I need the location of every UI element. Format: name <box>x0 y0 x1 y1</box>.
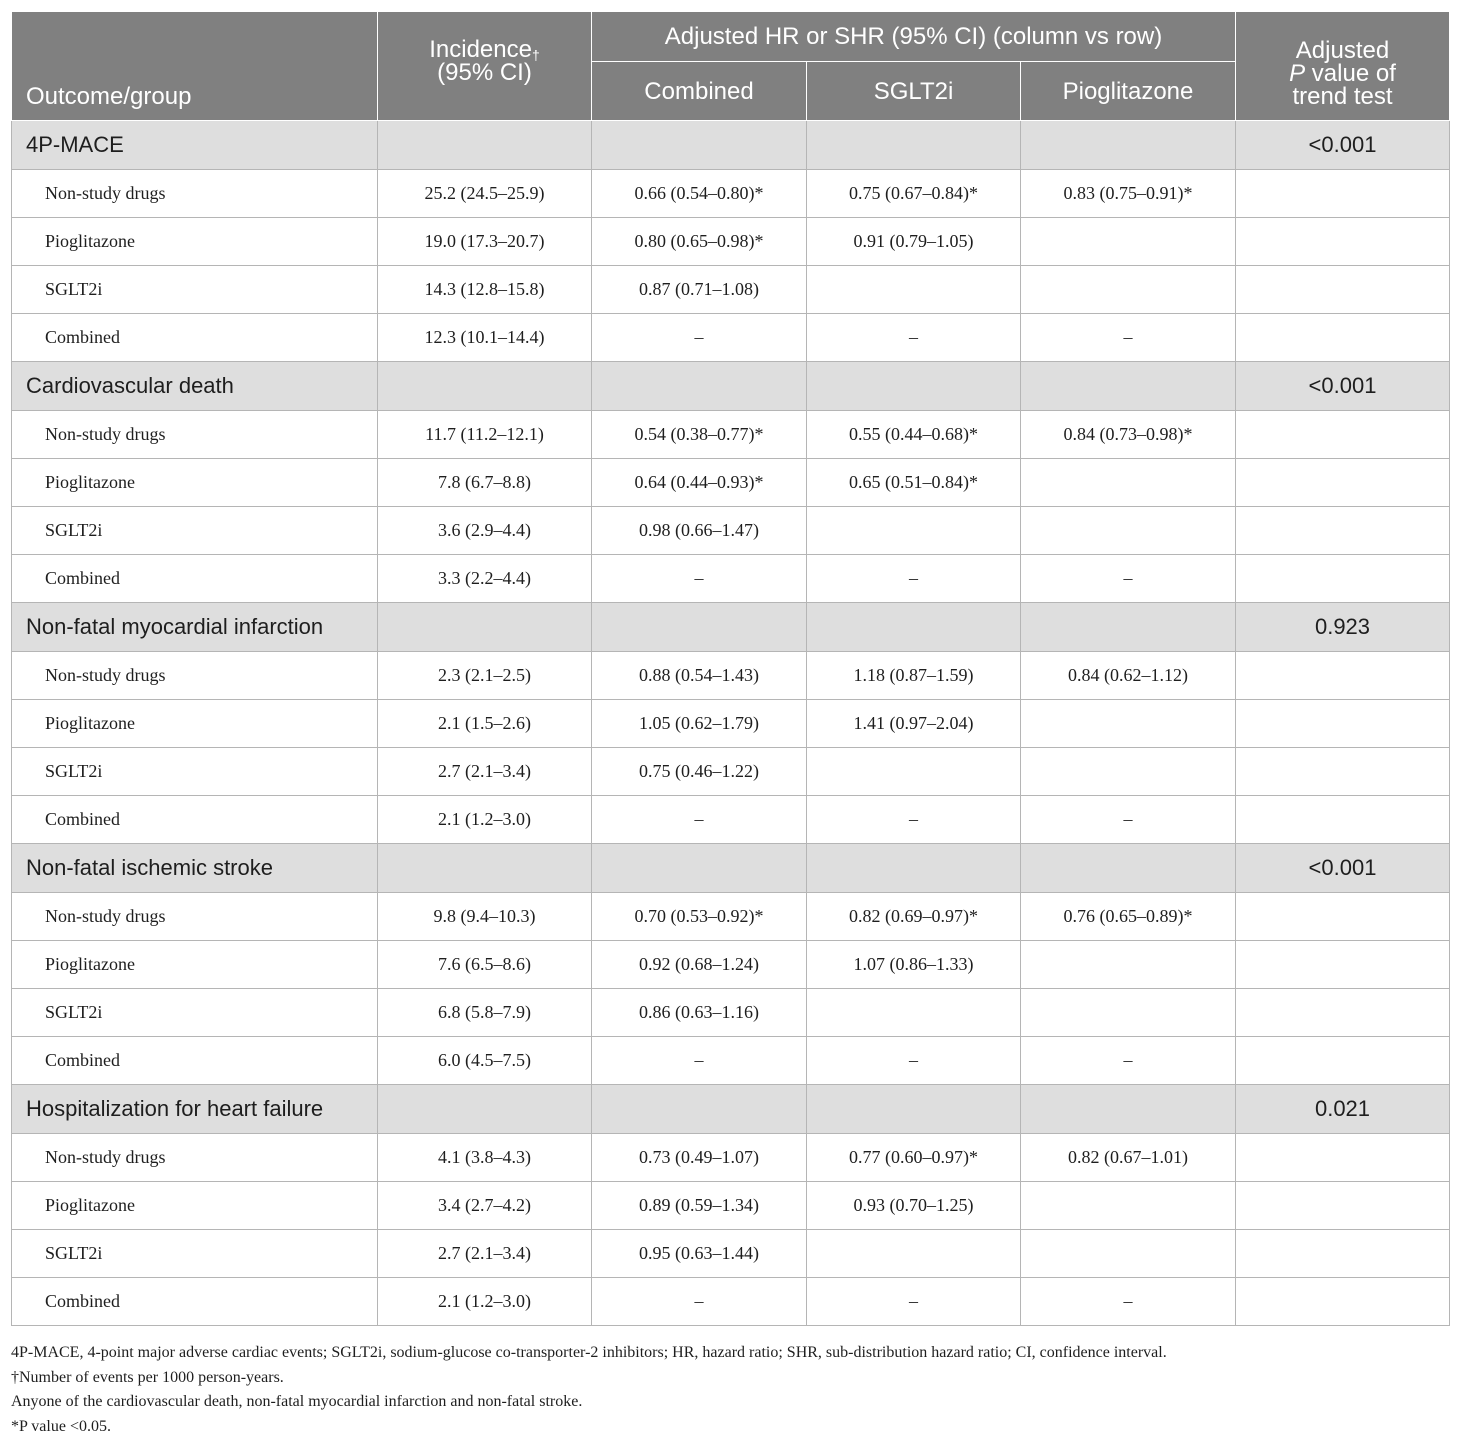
outcome-name: 4P-MACE <box>12 121 378 170</box>
hr-combined-cell: 0.66 (0.54–0.80)* <box>592 170 807 218</box>
outcome-group-row <box>12 603 1450 652</box>
table-row <box>12 652 1450 700</box>
hr-pioglitazone-cell: – <box>1021 1278 1236 1326</box>
hr-combined-cell: 0.80 (0.65–0.98)* <box>592 218 807 266</box>
hr-combined-cell: 0.70 (0.53–0.92)* <box>592 893 807 941</box>
hr-pioglitazone-cell: – <box>1021 555 1236 603</box>
row-group-label: Non-study drugs <box>12 411 378 459</box>
empty-cell <box>1236 893 1450 941</box>
empty-cell <box>1236 1182 1450 1230</box>
empty-cell <box>592 1085 807 1134</box>
hr-sglt2i-cell: 1.18 (0.87–1.59) <box>807 652 1021 700</box>
hr-pioglitazone-cell <box>1021 989 1236 1037</box>
empty-cell <box>1021 1085 1236 1134</box>
incidence-cell: 4.1 (3.8–4.3) <box>378 1134 592 1182</box>
empty-cell <box>807 362 1021 411</box>
hr-pioglitazone-cell <box>1021 459 1236 507</box>
table-row <box>12 1230 1450 1278</box>
incidence-cell: 3.4 (2.7–4.2) <box>378 1182 592 1230</box>
p-trend-value: 0.021 <box>1236 1085 1450 1134</box>
row-group-label: Combined <box>12 314 378 362</box>
hr-sglt2i-cell <box>807 266 1021 314</box>
empty-cell <box>1021 362 1236 411</box>
row-group-label: Non-study drugs <box>12 1134 378 1182</box>
hr-pioglitazone-cell <box>1021 1182 1236 1230</box>
header-p-trend-p: P <box>1289 60 1306 87</box>
row-group-label: Pioglitazone <box>12 218 378 266</box>
table-row <box>12 893 1450 941</box>
table-row <box>12 796 1450 844</box>
hr-sglt2i-cell <box>807 507 1021 555</box>
row-group-label: Combined <box>12 796 378 844</box>
p-trend-value: 0.923 <box>1236 603 1450 652</box>
hr-pioglitazone-cell <box>1021 700 1236 748</box>
hr-pioglitazone-cell <box>1021 1230 1236 1278</box>
outcome-group-row <box>12 362 1450 411</box>
row-group-label: SGLT2i <box>12 748 378 796</box>
hr-pioglitazone-cell: – <box>1021 1037 1236 1085</box>
table-row <box>12 266 1450 314</box>
row-group-label: Pioglitazone <box>12 1182 378 1230</box>
table-row <box>12 1134 1450 1182</box>
table-row <box>12 314 1450 362</box>
hr-pioglitazone-cell: – <box>1021 796 1236 844</box>
footnote-abbreviations: 4P-MACE, 4-point major adverse cardiac events; SGLT2i, sodium-glucose co-transporter-2 inhibitors; HR, hazard ratio; SHR, sub-distribution hazard ratio; CI, confidence interval. <box>11 1344 1167 1361</box>
outcome-name: Cardiovascular death <box>12 362 378 411</box>
table-row <box>12 218 1450 266</box>
hr-sglt2i-cell <box>807 989 1021 1037</box>
incidence-cell: 2.1 (1.2–3.0) <box>378 1278 592 1326</box>
footnote-dagger: †Number of events per 1000 person-years. <box>11 1368 284 1386</box>
outcome-name: Non-fatal myocardial infarction <box>12 603 378 652</box>
row-group-label: Pioglitazone <box>12 459 378 507</box>
table-row <box>12 507 1450 555</box>
hr-sglt2i-cell: 1.07 (0.86–1.33) <box>807 941 1021 989</box>
outcome-name: Hospitalization for heart failure <box>12 1085 378 1134</box>
incidence-cell: 19.0 (17.3–20.7) <box>378 218 592 266</box>
empty-cell <box>592 603 807 652</box>
hr-combined-cell: 0.64 (0.44–0.93)* <box>592 459 807 507</box>
header-combined: Combined <box>592 62 807 121</box>
header-sglt2i: SGLT2i <box>807 62 1021 121</box>
header-incidence-ci: (95% CI) <box>437 59 532 86</box>
row-group-label: SGLT2i <box>12 1230 378 1278</box>
hr-pioglitazone-cell <box>1021 218 1236 266</box>
empty-cell <box>378 1085 592 1134</box>
hr-sglt2i-cell: – <box>807 1278 1021 1326</box>
hr-pioglitazone-cell <box>1021 941 1236 989</box>
incidence-cell: 6.8 (5.8–7.9) <box>378 989 592 1037</box>
hr-combined-cell: 0.95 (0.63–1.44) <box>592 1230 807 1278</box>
empty-cell <box>592 844 807 893</box>
empty-cell <box>1236 555 1450 603</box>
hr-sglt2i-cell: 0.93 (0.70–1.25) <box>807 1182 1021 1230</box>
header-incidence-dagger: † <box>531 47 540 63</box>
table-row <box>12 700 1450 748</box>
table-row <box>12 1037 1450 1085</box>
empty-cell <box>1236 700 1450 748</box>
empty-cell <box>1021 603 1236 652</box>
p-trend-value: <0.001 <box>1236 362 1450 411</box>
hr-combined-cell: – <box>592 1278 807 1326</box>
empty-cell <box>378 362 592 411</box>
hr-combined-cell: 0.54 (0.38–0.77)* <box>592 411 807 459</box>
hr-sglt2i-cell <box>807 1230 1021 1278</box>
incidence-cell: 2.7 (2.1–3.4) <box>378 748 592 796</box>
results-table <box>11 11 1450 1326</box>
results-table-container <box>11 11 1449 1326</box>
hr-sglt2i-cell: – <box>807 796 1021 844</box>
hr-combined-cell: – <box>592 1037 807 1085</box>
hr-sglt2i-cell: – <box>807 1037 1021 1085</box>
empty-cell <box>1021 844 1236 893</box>
empty-cell <box>378 603 592 652</box>
empty-cell <box>1236 170 1450 218</box>
table-row <box>12 555 1450 603</box>
hr-pioglitazone-cell: 0.82 (0.67–1.01) <box>1021 1134 1236 1182</box>
empty-cell <box>1236 989 1450 1037</box>
row-group-label: Combined <box>12 1037 378 1085</box>
header-p-trend-l3: trend test <box>1292 83 1393 110</box>
table-row <box>12 989 1450 1037</box>
empty-cell <box>807 844 1021 893</box>
incidence-cell: 3.6 (2.9–4.4) <box>378 507 592 555</box>
header-adjusted-hr: Adjusted HR or SHR (95% CI) (column vs row) <box>592 12 1236 62</box>
row-group-label: SGLT2i <box>12 989 378 1037</box>
row-group-label: SGLT2i <box>12 266 378 314</box>
table-row <box>12 411 1450 459</box>
row-group-label: Non-study drugs <box>12 652 378 700</box>
incidence-cell: 12.3 (10.1–14.4) <box>378 314 592 362</box>
hr-combined-cell: 1.05 (0.62–1.79) <box>592 700 807 748</box>
empty-cell <box>1236 459 1450 507</box>
table-row <box>12 1182 1450 1230</box>
row-group-label: Non-study drugs <box>12 893 378 941</box>
empty-cell <box>592 121 807 170</box>
hr-combined-cell: 0.89 (0.59–1.34) <box>592 1182 807 1230</box>
hr-combined-cell: 0.98 (0.66–1.47) <box>592 507 807 555</box>
incidence-cell: 2.1 (1.2–3.0) <box>378 796 592 844</box>
outcome-name: Non-fatal ischemic stroke <box>12 844 378 893</box>
empty-cell <box>1236 652 1450 700</box>
incidence-cell: 7.6 (6.5–8.6) <box>378 941 592 989</box>
p-trend-value: <0.001 <box>1236 121 1450 170</box>
header-p-trend <box>1236 12 1450 121</box>
header-outcome-group: Outcome/group <box>12 12 378 121</box>
incidence-cell: 9.8 (9.4–10.3) <box>378 893 592 941</box>
hr-combined-cell: 0.92 (0.68–1.24) <box>592 941 807 989</box>
table-row <box>12 1278 1450 1326</box>
empty-cell <box>807 603 1021 652</box>
empty-cell <box>1236 1134 1450 1182</box>
header-p-trend-l1: Adjusted <box>1295 37 1390 64</box>
header-p-trend-l2: value of <box>1305 60 1396 87</box>
hr-pioglitazone-cell: 0.84 (0.62–1.12) <box>1021 652 1236 700</box>
footnotes <box>11 1341 1451 1439</box>
hr-pioglitazone-cell: 0.76 (0.65–0.89)* <box>1021 893 1236 941</box>
header-incidence-label: Incidence <box>429 36 532 63</box>
empty-cell <box>1236 1037 1450 1085</box>
hr-combined-cell: – <box>592 796 807 844</box>
empty-cell <box>1236 507 1450 555</box>
table-row <box>12 459 1450 507</box>
row-group-label: Combined <box>12 1278 378 1326</box>
hr-combined-cell: – <box>592 555 807 603</box>
incidence-cell: 7.8 (6.7–8.8) <box>378 459 592 507</box>
hr-sglt2i-cell: 0.65 (0.51–0.84)* <box>807 459 1021 507</box>
empty-cell <box>1236 941 1450 989</box>
empty-cell <box>1236 748 1450 796</box>
incidence-cell: 14.3 (12.8–15.8) <box>378 266 592 314</box>
empty-cell <box>807 121 1021 170</box>
header-pioglitazone: Pioglitazone <box>1021 62 1236 121</box>
incidence-cell: 3.3 (2.2–4.4) <box>378 555 592 603</box>
empty-cell <box>1021 121 1236 170</box>
empty-cell <box>1236 1230 1450 1278</box>
table-row <box>12 941 1450 989</box>
hr-pioglitazone-cell <box>1021 266 1236 314</box>
hr-pioglitazone-cell: 0.83 (0.75–0.91)* <box>1021 170 1236 218</box>
empty-cell <box>592 362 807 411</box>
hr-sglt2i-cell <box>807 748 1021 796</box>
footnote-significance: *P value <0.05. <box>11 1417 111 1435</box>
outcome-group-row <box>12 121 1450 170</box>
incidence-cell: 2.7 (2.1–3.4) <box>378 1230 592 1278</box>
table-body <box>12 121 1450 1326</box>
row-group-label: Combined <box>12 555 378 603</box>
hr-sglt2i-cell: 0.75 (0.67–0.84)* <box>807 170 1021 218</box>
hr-combined-cell: 0.75 (0.46–1.22) <box>592 748 807 796</box>
empty-cell <box>1236 266 1450 314</box>
hr-combined-cell: 0.87 (0.71–1.08) <box>592 266 807 314</box>
table-header <box>12 12 1450 121</box>
hr-sglt2i-cell: 0.82 (0.69–0.97)* <box>807 893 1021 941</box>
hr-sglt2i-cell: – <box>807 314 1021 362</box>
empty-cell <box>1236 796 1450 844</box>
hr-combined-cell: – <box>592 314 807 362</box>
hr-combined-cell: 0.86 (0.63–1.16) <box>592 989 807 1037</box>
header-incidence <box>378 12 592 121</box>
empty-cell <box>1236 218 1450 266</box>
outcome-group-row <box>12 1085 1450 1134</box>
footnote-4p-mace-definition: Anyone of the cardiovascular death, non-fatal myocardial infarction and non-fatal stroke. <box>11 1393 583 1410</box>
hr-sglt2i-cell: 0.77 (0.60–0.97)* <box>807 1134 1021 1182</box>
hr-sglt2i-cell: – <box>807 555 1021 603</box>
table-row <box>12 170 1450 218</box>
row-group-label: Pioglitazone <box>12 941 378 989</box>
hr-sglt2i-cell: 0.55 (0.44–0.68)* <box>807 411 1021 459</box>
hr-sglt2i-cell: 1.41 (0.97–2.04) <box>807 700 1021 748</box>
hr-pioglitazone-cell: – <box>1021 314 1236 362</box>
incidence-cell: 25.2 (24.5–25.9) <box>378 170 592 218</box>
outcome-group-row <box>12 844 1450 893</box>
hr-pioglitazone-cell <box>1021 748 1236 796</box>
incidence-cell: 2.1 (1.5–2.6) <box>378 700 592 748</box>
hr-pioglitazone-cell <box>1021 507 1236 555</box>
row-group-label: Non-study drugs <box>12 170 378 218</box>
hr-pioglitazone-cell: 0.84 (0.73–0.98)* <box>1021 411 1236 459</box>
hr-combined-cell: 0.73 (0.49–1.07) <box>592 1134 807 1182</box>
table-row <box>12 748 1450 796</box>
empty-cell <box>1236 1278 1450 1326</box>
incidence-cell: 11.7 (11.2–12.1) <box>378 411 592 459</box>
row-group-label: Pioglitazone <box>12 700 378 748</box>
empty-cell <box>1236 314 1450 362</box>
empty-cell <box>1236 411 1450 459</box>
empty-cell <box>378 121 592 170</box>
p-trend-value: <0.001 <box>1236 844 1450 893</box>
incidence-cell: 2.3 (2.1–2.5) <box>378 652 592 700</box>
incidence-cell: 6.0 (4.5–7.5) <box>378 1037 592 1085</box>
hr-combined-cell: 0.88 (0.54–1.43) <box>592 652 807 700</box>
row-group-label: SGLT2i <box>12 507 378 555</box>
hr-sglt2i-cell: 0.91 (0.79–1.05) <box>807 218 1021 266</box>
empty-cell <box>807 1085 1021 1134</box>
empty-cell <box>378 844 592 893</box>
